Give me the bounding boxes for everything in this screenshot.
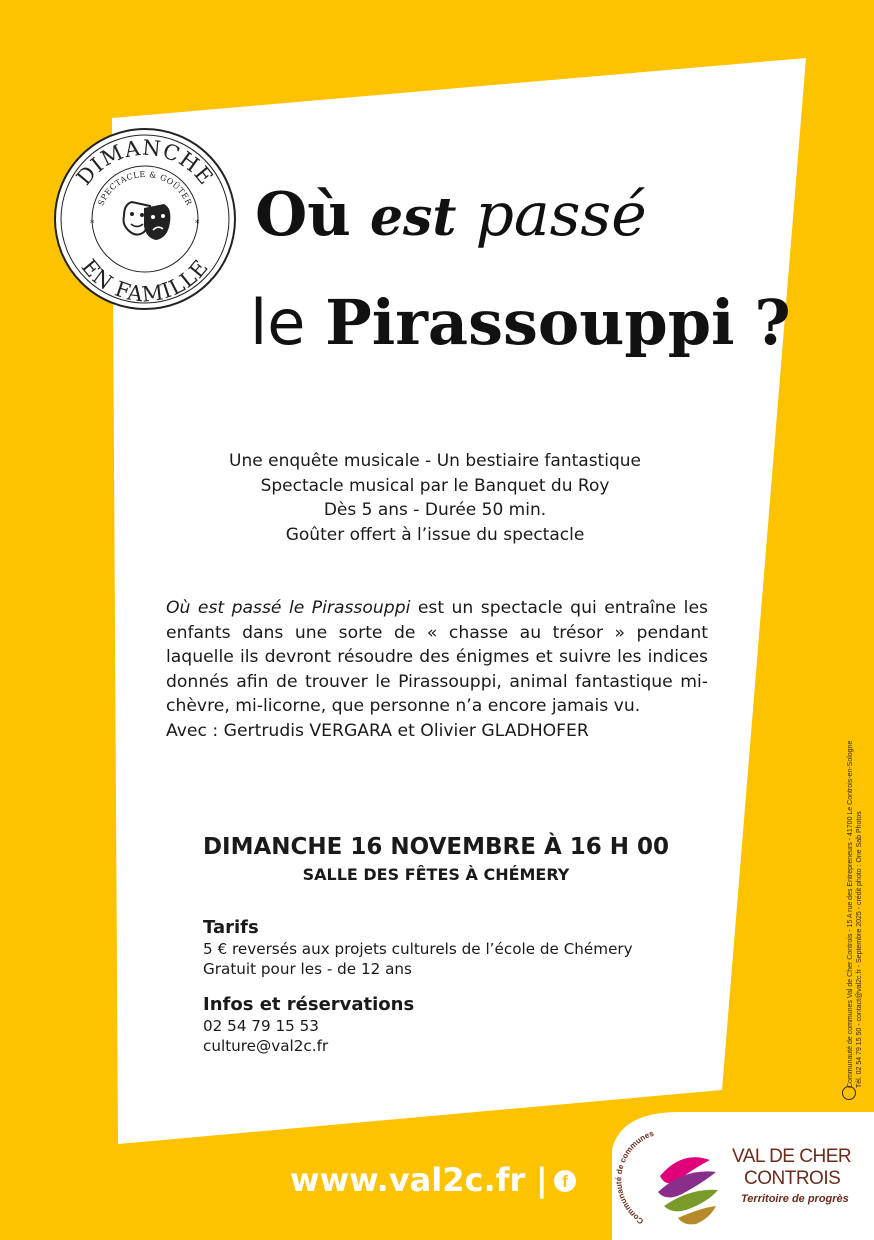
description-body: est un spectacle qui entraîne les enfants dans une sorte de « chasse au trésor » pendant laquelle ils devront résoudre des énigmes et suivre les indices donnés afin de trouver le Pirassouppi, animal fantastique mi-chèvre, mi-licorne, que personne n’a encore jamais vu.	[166, 598, 708, 716]
description-paragraph	[166, 596, 708, 719]
logo-name-line-1: VAL DE CHER	[732, 1146, 852, 1167]
intro-line: Dès 5 ans - Durée 50 min.	[323, 500, 547, 520]
credit-vertical	[846, 741, 864, 1088]
infos-phone[interactable]: 02 54 79 15 53	[203, 1017, 319, 1035]
event-place: SALLE DES FÊTES À CHÉMERY	[302, 865, 570, 884]
svg-text:Communauté de communes	[614, 1129, 655, 1226]
title-word-ou: Où	[255, 180, 351, 250]
title-word-est: est	[369, 187, 457, 248]
description-cast: Avec : Gertrudis VERGARA et Olivier GLADHOFER	[166, 720, 589, 741]
title-line-1	[255, 180, 647, 253]
badge-bottom-text: EN FAMILLE	[76, 254, 214, 307]
dimanche-en-famille-badge	[52, 126, 238, 312]
intro-line: Une enquête musicale - Un bestiaire fantastique	[229, 451, 641, 471]
credit-line: Communauté de communes Val de Cher Controis - 15 A rue des Entrepreneurs - 41700 Le Controis-en-Sologne	[847, 740, 854, 1088]
intro-line: Goûter offert à l’issue du spectacle	[285, 524, 585, 545]
badge-top-text: DIMANCHE	[71, 135, 219, 190]
badge-star-left-icon: *	[90, 219, 95, 229]
title-word-le: le	[250, 286, 306, 359]
logo-name-line-2: CONTROIS	[744, 1168, 841, 1189]
infos-email[interactable]: culture@val2c.fr	[203, 1037, 329, 1055]
logo-arc-text: Communauté de communes	[614, 1128, 655, 1226]
logo-tagline: Territoire de progrès	[741, 1193, 849, 1205]
event-date: DIMANCHE 16 NOVEMBRE À 16 H 00	[202, 834, 670, 860]
title-question-mark: ?	[754, 286, 791, 359]
logo-swirl-icon	[658, 1157, 718, 1224]
tarifs-line: 5 € reversés aux projets culturels de l’école de Chémery	[203, 940, 633, 958]
tarifs-heading: Tarifs	[203, 917, 259, 938]
title-line-2	[250, 288, 791, 358]
description	[166, 596, 708, 743]
facebook-icon[interactable]: f	[554, 1170, 576, 1192]
intro-block	[160, 449, 710, 547]
licence-icon	[842, 1086, 856, 1100]
badge-star-right-icon: *	[195, 219, 200, 229]
tarifs-line: Gratuit pour les - de 12 ans	[203, 960, 412, 978]
badge-inner-text: SPECTACLE & GOÛTER	[96, 169, 194, 208]
footer-separator: |	[536, 1161, 548, 1199]
infos-block	[203, 994, 414, 1056]
description-italic-title: Où est passé le Pirassouppi	[166, 598, 411, 618]
title-word-passe: passé	[475, 180, 647, 250]
intro-line: Spectacle musical par le Banquet du Roy	[260, 475, 610, 496]
tarifs-block	[203, 917, 633, 979]
website-link[interactable]: www.val2c.fr	[290, 1161, 526, 1199]
credit-line: Tél. 02 54 79 15 50 - contact@val2c.fr - Septembre 2025 - crédit photo : One Sab Photos	[856, 811, 863, 1088]
title-word-pirassouppi: Pirassouppi	[325, 286, 735, 359]
infos-heading: Infos et réservations	[203, 994, 415, 1015]
